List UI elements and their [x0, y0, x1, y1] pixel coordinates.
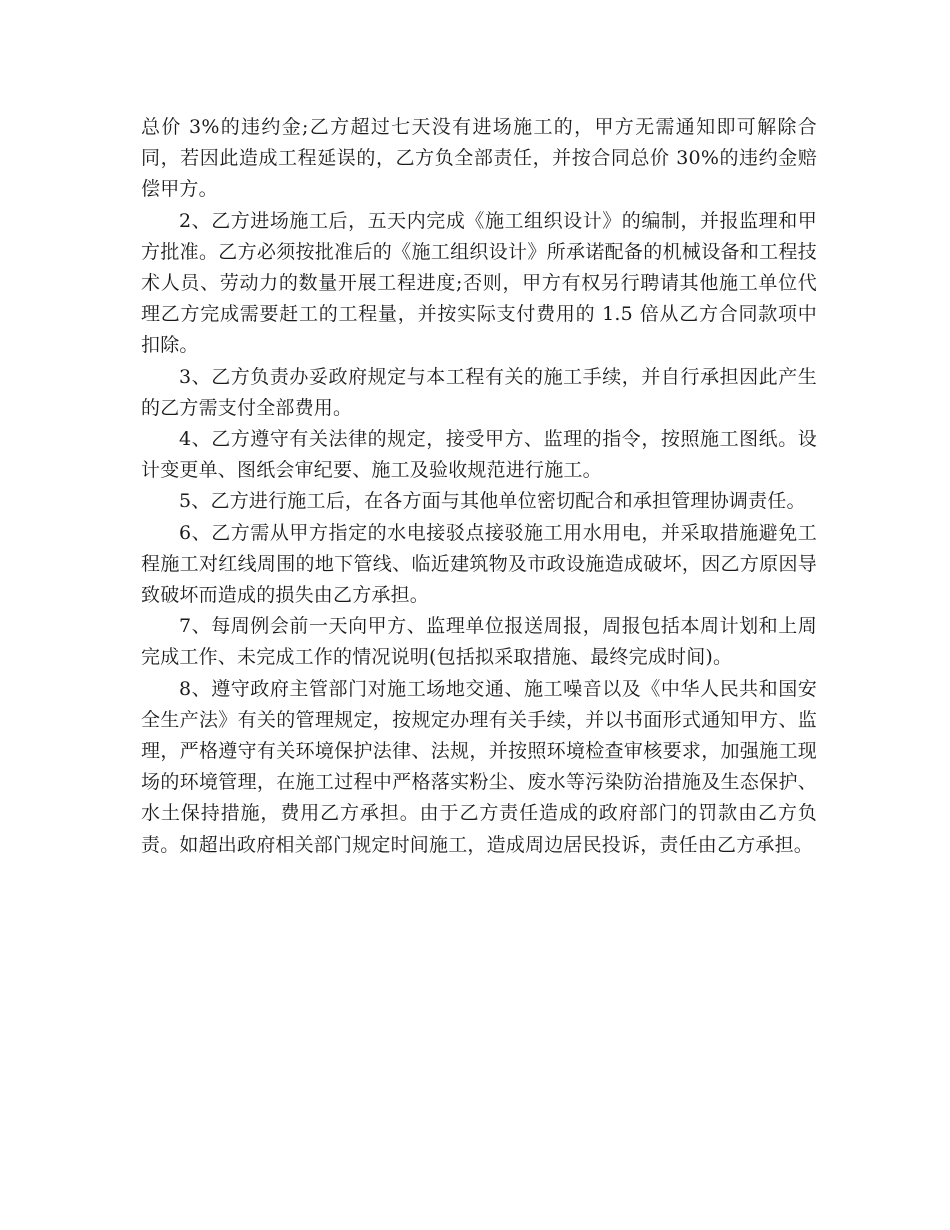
- paragraph-clause-2: 2、乙方进场施工后，五天内完成《施工组织设计》的编制，并报监理和甲方批准。乙方必须按批准后的《施工组织设计》所承诺配备的机械设备和工程技术人员、劳动力的数量开展工程进度;否则，甲方有权另行聘请其他施工单位代理乙方完成需要赶工的工程量，并按实际支付费用的 1.5 倍从乙方合同款项中扣除。: [141, 209, 817, 357]
- paragraph-clause-3: 3、乙方负责办妥政府规定与本工程有关的施工手续，并自行承担因此产生的乙方需支付全部费用。: [141, 365, 817, 419]
- paragraph-clause-5: 5、乙方进行施工后，在各方面与其他单位密切配合和承担管理协调责任。: [179, 490, 806, 513]
- paragraph-clause-8: 8、遵守政府主管部门对施工场地交通、施工噪音以及《中华人民共和国安全生产法》有关的管理规定，按规定办理有关手续，并以书面形式通知甲方、监理，严格遵守有关环境保护法律、法规，并按照环境检查审核要求，加强施工现场的环境管理，在施工过程中严格落实粉尘、废水等污染防治措施及生态保护、水土保持措施，费用乙方承担。由于乙方责任造成的政府部门的罚款由乙方负责。如超出政府相关部门规定时间施工，造成周边居民投诉，责任由乙方承担。: [141, 677, 817, 856]
- document-body: [141, 112, 817, 861]
- paragraph-clause-7: 7、每周例会前一天向甲方、监理单位报送周报，周报包括本周计划和上周完成工作、未完成工作的情况说明(包括拟采取措施、最终完成时间)。: [141, 615, 817, 669]
- paragraph-continuation: 总价 3%的违约金;乙方超过七天没有进场施工的，甲方无需通知即可解除合同，若因此造成工程延误的，乙方负全部责任，并按合同总价 30%的违约金赔偿甲方。: [141, 116, 817, 201]
- paragraph-clause-4: 4、乙方遵守有关法律的规定，接受甲方、监理的指令，按照施工图纸。设计变更单、图纸会审纪要、施工及验收规范进行施工。: [141, 428, 817, 482]
- paragraph-clause-6: 6、乙方需从甲方指定的水电接驳点接驳施工用水用电，并采取措施避免工程施工对红线周围的地下管线、临近建筑物及市政设施造成破坏，因乙方原因导致破坏而造成的损失由乙方承担。: [141, 521, 817, 607]
